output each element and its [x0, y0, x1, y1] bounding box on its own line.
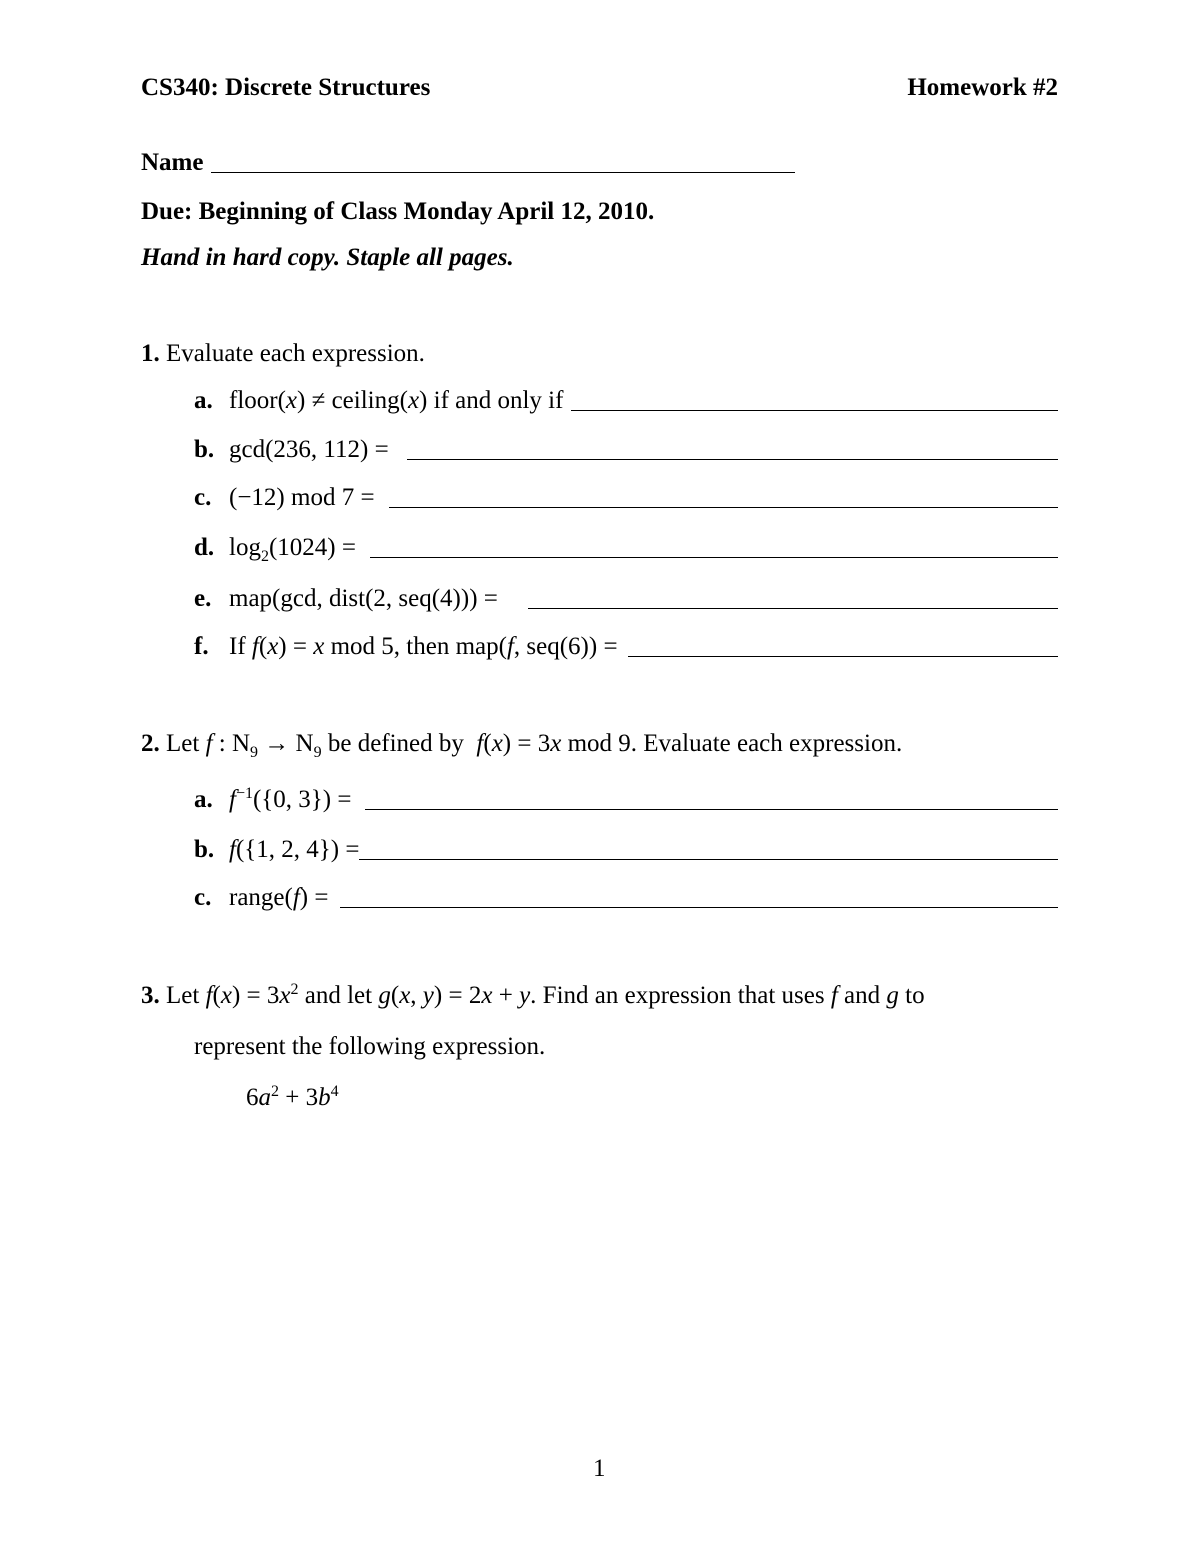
item-label: b. — [194, 436, 215, 463]
item-expression: If f(x) = x mod 5, then map(f, seq(6)) = — [229, 633, 618, 660]
item-expression: $\log_2(1024)$ = — [229, 534, 356, 565]
answer-field[interactable] — [359, 859, 1058, 860]
item-expression: (−12) mod 7 = — [229, 484, 375, 511]
answer-field[interactable] — [628, 656, 1058, 657]
item-label: c. — [194, 884, 212, 911]
page-number: 1 — [593, 1455, 606, 1482]
due-date: Due: Beginning of Class Monday April 12, 2010. — [141, 198, 655, 225]
item-label: c. — [194, 484, 212, 511]
assignment-title: Homework #2 — [907, 74, 1058, 101]
question-prompt: Let f : $N_9 \to N_9$ be defined by f(x) = 3x mod 9. Evaluate each expression. — [166, 730, 903, 761]
answer-field[interactable] — [407, 459, 1058, 460]
item-label: b. — [194, 836, 215, 863]
q2-item-b — [194, 837, 1058, 862]
question-number: 2. — [141, 730, 160, 757]
question-prompt: Evaluate each expression. — [166, 340, 425, 367]
question-number: 3. — [141, 982, 160, 1009]
item-expression: $f^{-1}(\{0$, 3}) = — [229, 785, 352, 813]
course-title: CS340: Discrete Structures — [141, 74, 431, 101]
q2-item-a — [194, 787, 1058, 812]
instructions: Hand in hard copy. Staple all pages. — [141, 244, 514, 271]
q1-item-d — [194, 534, 1058, 565]
answer-field[interactable] — [340, 907, 1058, 908]
q1-item-b — [194, 437, 1058, 462]
answer-field[interactable] — [365, 809, 1058, 810]
item-expression: f({1, 2, 4}) = — [229, 836, 360, 863]
question-3-continuation: represent the following expression. — [194, 1033, 546, 1060]
question-number: 1. — [141, 340, 160, 367]
item-expression: floor(x) ≠ ceiling(x) if and only if — [229, 387, 564, 414]
question-prompt: Let $f(x) = 3x^2$ and let g(x, y) = 2x + y. Find an expression that uses f and g to — [166, 981, 925, 1009]
item-label: e. — [194, 585, 212, 612]
answer-field[interactable] — [370, 557, 1058, 558]
answer-field[interactable] — [571, 410, 1058, 411]
name-label: Name — [141, 149, 204, 176]
q1-item-c — [194, 485, 1058, 510]
question-1 — [141, 341, 425, 366]
question-2 — [141, 730, 903, 761]
target-expression: $6a^2 + 3b^4$ — [246, 1083, 339, 1111]
item-expression: range(f) = — [229, 884, 329, 911]
name-row — [141, 150, 795, 175]
answer-field[interactable] — [528, 608, 1058, 609]
q1-item-f — [194, 634, 1058, 659]
item-expression: map(gcd, dist(2, seq(4))) = — [229, 585, 498, 612]
item-label: a. — [194, 387, 213, 414]
q1-item-a — [194, 388, 1058, 413]
item-label: f. — [194, 633, 209, 660]
item-label: a. — [194, 786, 213, 813]
question-3 — [141, 983, 925, 1008]
item-label: d. — [194, 534, 215, 561]
q2-item-c — [194, 885, 1058, 910]
name-field[interactable] — [211, 172, 795, 173]
q1-item-e — [194, 586, 1058, 611]
item-expression: gcd(236, 112) = — [229, 436, 389, 463]
answer-field[interactable] — [389, 507, 1058, 508]
